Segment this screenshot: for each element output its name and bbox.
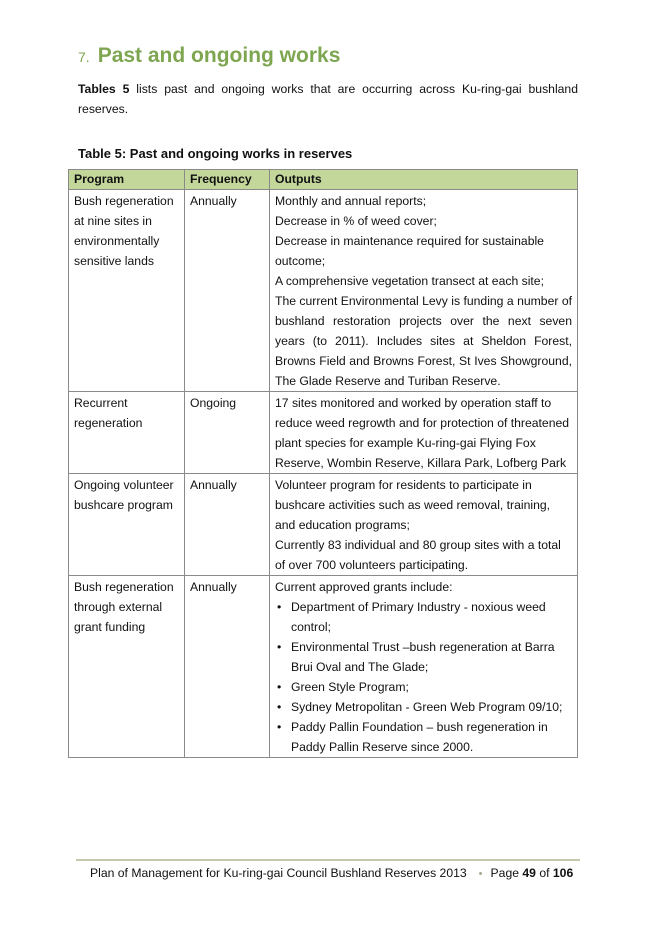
- footer-divider: [76, 859, 580, 861]
- section-title: Past and ongoing works: [97, 44, 341, 67]
- table-caption: Table 5: Past and ongoing works in reserves: [78, 146, 353, 161]
- intro-text: lists past and ongoing works that are occurring across Ku-ring-gai bushland reserves.: [78, 82, 578, 116]
- cell-frequency: Annually: [185, 576, 270, 758]
- table-row: [69, 474, 578, 576]
- output-intro: Current approved grants include:: [275, 580, 453, 594]
- table-row: [69, 190, 578, 392]
- section-number: 7.: [78, 49, 90, 65]
- list-item: [277, 717, 572, 757]
- header-outputs: Outputs: [270, 170, 578, 190]
- footer-separator-icon: •: [478, 868, 483, 880]
- grants-list: [275, 597, 572, 757]
- table-row: [69, 576, 578, 758]
- bullet-icon: •: [277, 600, 282, 614]
- list-item: [277, 597, 572, 637]
- footer-page-label: Page: [490, 866, 519, 880]
- list-item-text: Environmental Trust –bush regeneration at Barra Brui Oval and The Glade;: [291, 640, 555, 674]
- cell-frequency: Annually: [185, 190, 270, 392]
- bullet-icon: •: [277, 700, 282, 714]
- cell-outputs: [270, 576, 578, 758]
- cell-outputs: [270, 474, 578, 576]
- footer-total-pages: 106: [552, 866, 574, 880]
- list-item: [277, 697, 572, 717]
- output-line: Decrease in % of weed cover;: [275, 214, 437, 228]
- output-line: A comprehensive vegetation transect at each site;: [275, 274, 544, 288]
- cell-program: Recurrent regeneration: [69, 392, 185, 474]
- cell-outputs: [270, 392, 578, 474]
- output-line: Volunteer program for residents to participate in bushcare activities such as weed removal, training, and education programs;: [275, 478, 551, 532]
- list-item: [277, 637, 572, 677]
- works-table: [68, 169, 578, 758]
- bullet-icon: •: [277, 640, 282, 654]
- list-item-text: Green Style Program;: [291, 680, 409, 694]
- page-footer: [90, 866, 580, 880]
- section-heading: [78, 44, 340, 68]
- cell-program: Bush regeneration at nine sites in environmentally sensitive lands: [69, 190, 185, 392]
- cell-frequency: Annually: [185, 474, 270, 576]
- cell-outputs: [270, 190, 578, 392]
- cell-program: Ongoing volunteer bushcare program: [69, 474, 185, 576]
- output-line: 17 sites monitored and worked by operation staff to reduce weed regrowth and for protection of threatened plant species for example Ku-ring-gai Flying Fox Reserve, Wombin Reserve, Killara Park, Lofberg Park: [275, 396, 570, 470]
- header-program: Program: [69, 170, 185, 190]
- output-line: Decrease in maintenance required for sustainable outcome;: [275, 234, 544, 268]
- cell-frequency: Ongoing: [185, 392, 270, 474]
- list-item-text: Department of Primary Industry - noxious weed control;: [291, 600, 546, 634]
- output-line: The current Environmental Levy is funding a number of bushland restoration projects over the next seven years (to 2011). Includes sites at Sheldon Forest, Browns Field and Browns Forest, St Ives Showground, The Glade Reserve and Turiban Reserve.: [275, 294, 572, 388]
- intro-bold-ref: Tables 5: [78, 82, 130, 96]
- list-item-text: Paddy Pallin Foundation – bush regeneration in Paddy Pallin Reserve since 2000.: [291, 720, 548, 754]
- bullet-icon: •: [277, 680, 282, 694]
- intro-paragraph: [78, 79, 578, 119]
- bullet-icon: •: [277, 720, 282, 734]
- list-item-text: Sydney Metropolitan - Green Web Program 09/10;: [291, 700, 563, 714]
- output-line: Monthly and annual reports;: [275, 194, 427, 208]
- cell-program: Bush regeneration through external grant funding: [69, 576, 185, 758]
- footer-document-title: Plan of Management for Ku-ring-gai Council Bushland Reserves 2013: [90, 866, 467, 880]
- list-item: [277, 677, 572, 697]
- table-row: [69, 392, 578, 474]
- footer-page-number: 49: [522, 866, 536, 880]
- table-header-row: [69, 170, 578, 190]
- header-frequency: Frequency: [185, 170, 270, 190]
- output-line: Currently 83 individual and 80 group sites with a total of over 700 volunteers participating.: [275, 538, 561, 572]
- footer-of-label: of: [539, 866, 550, 880]
